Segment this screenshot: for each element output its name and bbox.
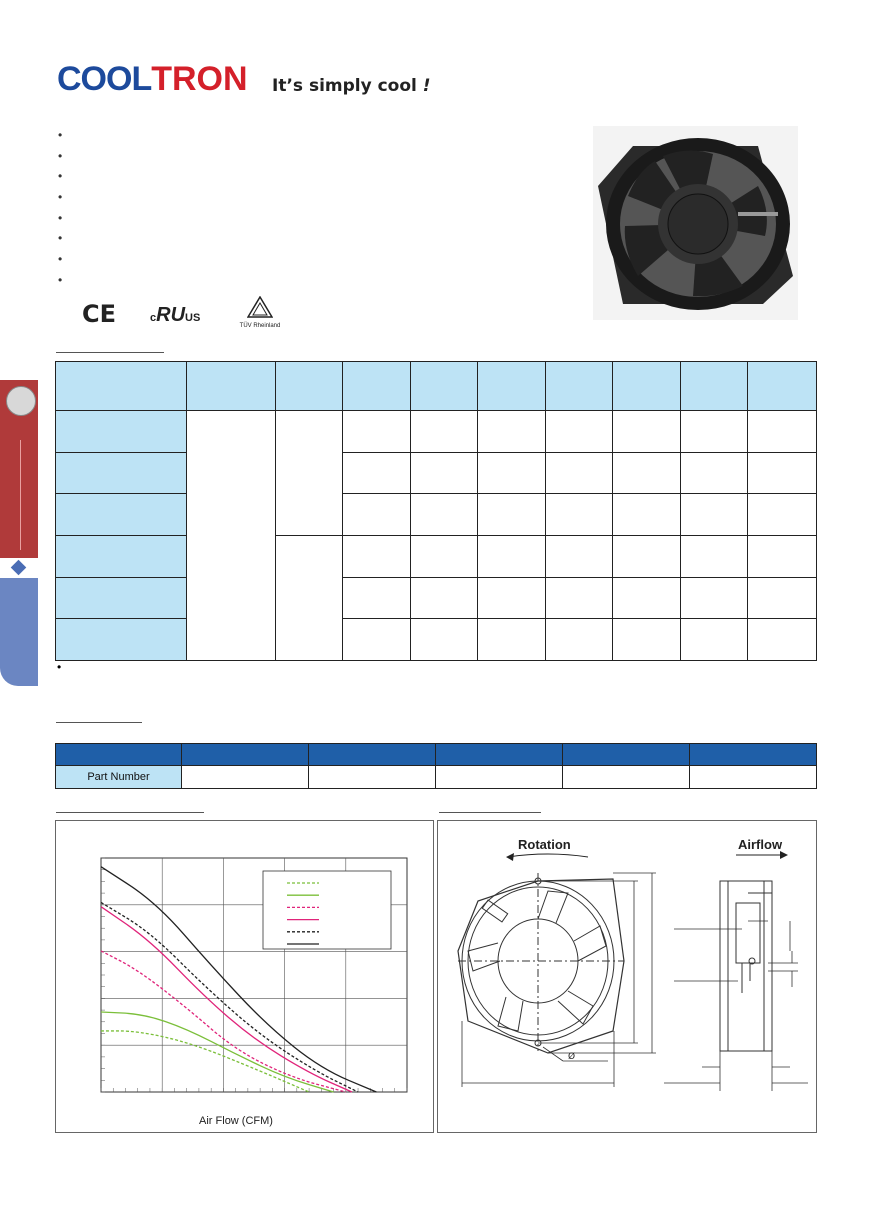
table-cell [411, 577, 478, 619]
feature-bullet: • [58, 148, 63, 163]
part-number-label: Part Number [56, 766, 182, 789]
table-cell [681, 536, 748, 578]
header-cell [56, 744, 182, 766]
row-label-cell [56, 452, 187, 494]
table-cell [546, 494, 613, 536]
merged-cell [276, 411, 343, 536]
table-cell [478, 494, 546, 536]
header-cell [613, 362, 681, 411]
fan-front-view [458, 873, 624, 1053]
front-dimension-lines [462, 873, 656, 1087]
table-cell [748, 536, 817, 578]
table-cell [411, 411, 478, 453]
feature-bullet: • [58, 272, 63, 287]
table-row [56, 494, 817, 536]
fan-thumbnail-icon [6, 386, 36, 416]
performance-chart-panel [55, 820, 434, 1133]
table-cell [748, 577, 817, 619]
header-cell [56, 362, 187, 411]
ul-us: US [185, 312, 201, 324]
table-cell [546, 452, 613, 494]
note-bullet: • [57, 660, 62, 674]
table-cell [613, 494, 681, 536]
header-cell [343, 362, 411, 411]
table-cell [478, 452, 546, 494]
dimension-drawing [438, 821, 816, 1132]
rotation-arrowhead-icon [506, 853, 514, 861]
legend-box [263, 871, 391, 949]
merged-cell [276, 536, 343, 661]
tuv-mark-icon [238, 296, 282, 329]
table-cell [343, 577, 411, 619]
x-axis-label: Air Flow (CFM) [199, 1115, 273, 1127]
feature-bullet: • [58, 252, 63, 267]
table-cell [613, 411, 681, 453]
header-cell [546, 362, 613, 411]
table-cell [411, 536, 478, 578]
tagline [272, 76, 431, 96]
table-cell [546, 536, 613, 578]
table-cell [681, 494, 748, 536]
tuv-text: TÜV Rheinland [239, 323, 281, 329]
feature-bullet: • [58, 128, 63, 142]
table-cell [411, 494, 478, 536]
feature-bullet-list [58, 125, 62, 291]
feature-bullet: • [58, 210, 63, 225]
tagline-text: It’s simply cool [272, 76, 417, 96]
diameter-symbol: Ø [568, 1052, 576, 1062]
header-cell [182, 744, 309, 766]
table-cell [411, 619, 478, 661]
table-row [56, 619, 817, 661]
header-cell [563, 744, 690, 766]
table-cell [343, 619, 411, 661]
performance-chart [56, 821, 433, 1132]
series-line-2 [101, 1012, 334, 1092]
table-cell [436, 766, 563, 789]
tuv-triangle-icon [247, 296, 273, 318]
table-cell [748, 619, 817, 661]
table-row [56, 452, 817, 494]
dimension-drawing-panel [437, 820, 817, 1133]
header-cell [187, 362, 276, 411]
table-cell [343, 536, 411, 578]
spec-table [55, 361, 817, 661]
logo-tron-text: TRON [151, 59, 248, 98]
table-cell [411, 452, 478, 494]
table-cell [748, 452, 817, 494]
table-row [56, 411, 817, 453]
part-section-rule [56, 722, 142, 723]
table-cell [478, 577, 546, 619]
table-cell [613, 619, 681, 661]
table-cell [478, 411, 546, 453]
ce-mark-icon: CE [82, 300, 117, 328]
header-cell [276, 362, 343, 411]
table-cell [748, 411, 817, 453]
header-cell [690, 744, 817, 766]
table-row [56, 536, 817, 578]
table-cell [613, 452, 681, 494]
table-cell [748, 494, 817, 536]
spec-section-rule [56, 352, 164, 353]
fan-image [593, 126, 798, 320]
feature-bullet: • [58, 231, 63, 246]
row-label-cell [56, 411, 187, 453]
table-cell [546, 619, 613, 661]
row-label-cell [56, 619, 187, 661]
header-cell [309, 744, 436, 766]
feature-bullet: • [58, 190, 63, 205]
rotation-label: Rotation [518, 837, 571, 852]
table-cell [546, 577, 613, 619]
fan-side-view [720, 881, 772, 1051]
header-cell [411, 362, 478, 411]
part-number-table [55, 743, 817, 789]
chart-section-rule [56, 812, 204, 813]
table-cell [681, 452, 748, 494]
ul-c: c [150, 312, 157, 324]
table-cell [681, 411, 748, 453]
ul-ru: RU [156, 304, 186, 326]
fan-photo [593, 126, 798, 320]
row-label-cell [56, 577, 187, 619]
tagline-mark: ! [422, 76, 431, 96]
feature-bullet: • [58, 169, 63, 184]
logo-cool-text: COOL [57, 59, 152, 98]
table-cell [546, 411, 613, 453]
table-cell [613, 577, 681, 619]
table-cell [690, 766, 817, 789]
table-cell [681, 577, 748, 619]
spec-header-row [56, 362, 817, 411]
table-cell [343, 411, 411, 453]
table-cell [478, 619, 546, 661]
table-row [56, 766, 817, 789]
header-cell [478, 362, 546, 411]
ul-mark-icon [150, 304, 200, 327]
header-cell [681, 362, 748, 411]
table-cell [478, 536, 546, 578]
table-cell [563, 766, 690, 789]
series-line-1 [101, 1031, 309, 1092]
table-cell [613, 536, 681, 578]
table-cell [681, 619, 748, 661]
table-cell [309, 766, 436, 789]
cooltron-logo [57, 59, 248, 98]
header-cell [436, 744, 563, 766]
table-row [56, 577, 817, 619]
side-tab-divider [20, 440, 21, 550]
table-cell [182, 766, 309, 789]
row-label-cell [56, 494, 187, 536]
table-cell [343, 494, 411, 536]
chart-legend [263, 871, 391, 949]
airflow-arrowhead-icon [780, 851, 788, 859]
rotation-arrow-icon [508, 854, 588, 857]
part-header-row [56, 744, 817, 766]
table-cell [343, 452, 411, 494]
header-cell [748, 362, 817, 411]
side-tab-blue [0, 578, 38, 686]
airflow-label: Airflow [738, 837, 783, 852]
merged-cell [187, 411, 276, 661]
row-label-cell [56, 536, 187, 578]
drawing-section-rule [439, 812, 541, 813]
